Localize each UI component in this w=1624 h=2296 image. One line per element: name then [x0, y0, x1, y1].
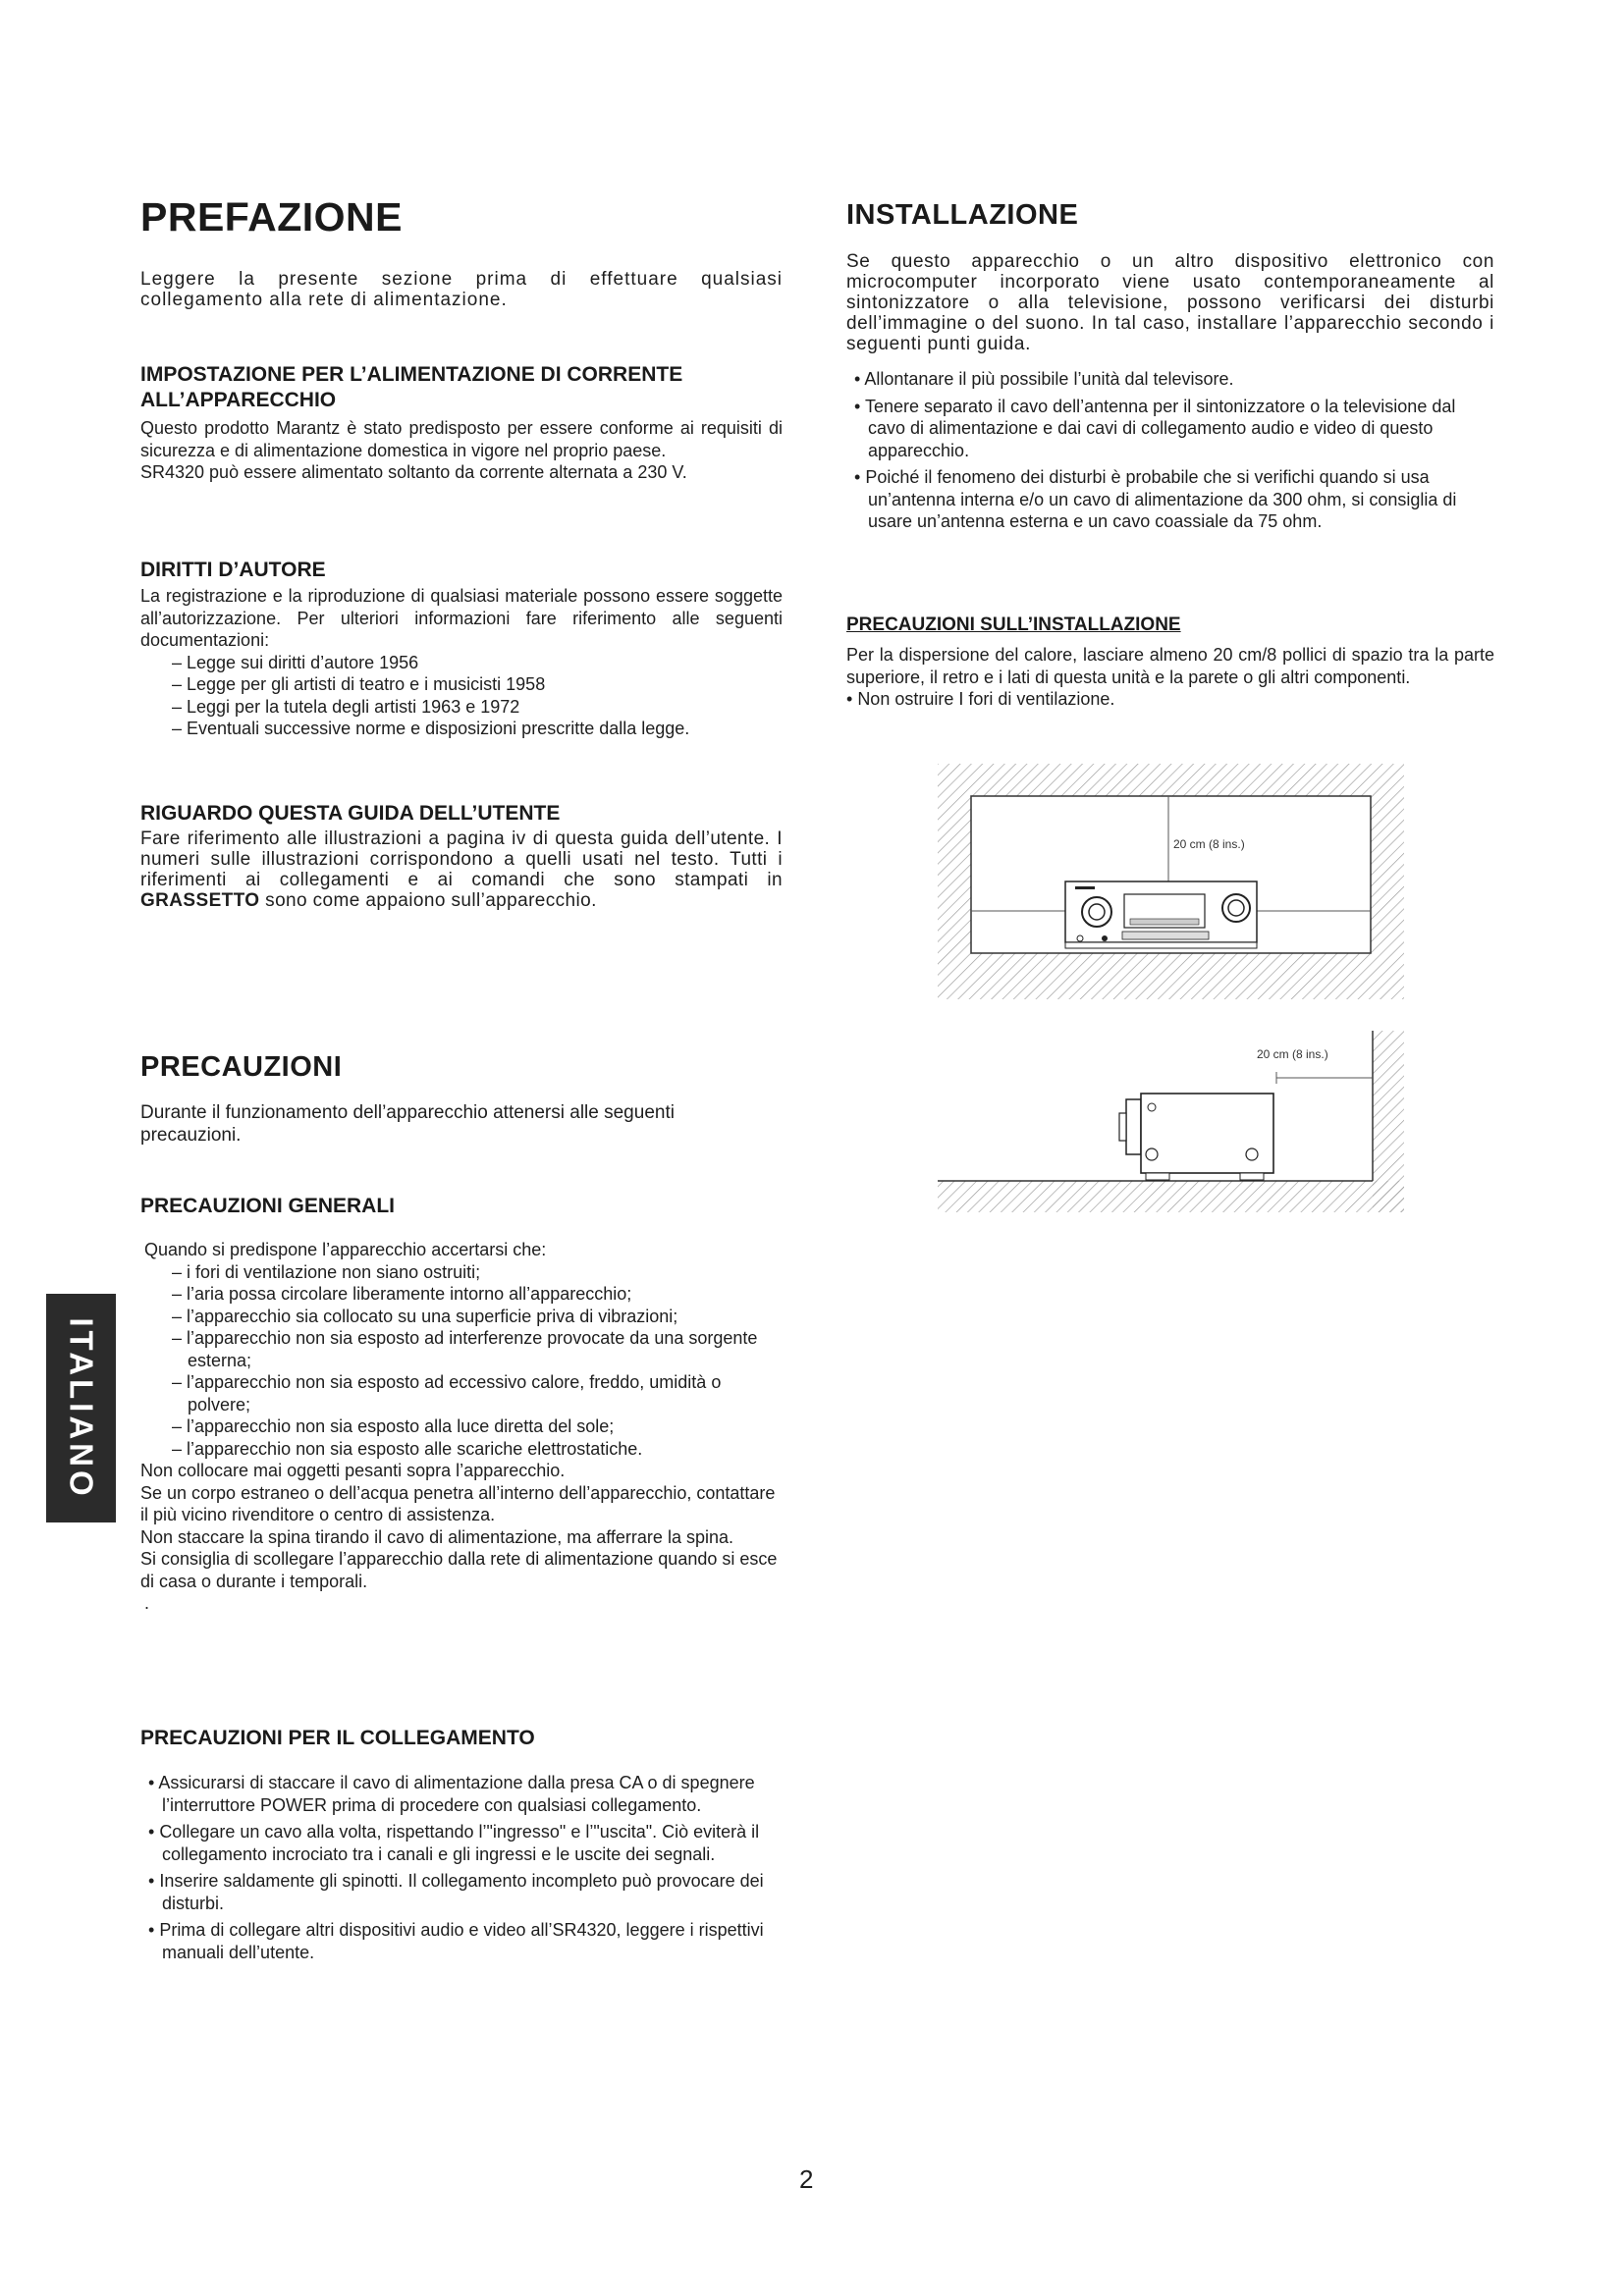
general-item: – l’aria possa circolare liberamente intorno all’apparecchio; [140, 1283, 783, 1306]
clearance-label-top: 20 cm (8 ins.) [1173, 837, 1245, 851]
placement-text-body: Per la dispersione del calore, lasciare almeno 20 cm/8 pollici di spazio tra la parte superiore, il retro e i lati di questa unità e la parete o gli altri componenti. [846, 645, 1494, 687]
power-text [140, 417, 783, 484]
power-text-2: SR4320 può essere alimentato soltanto da corrente alternata a 230 V. [140, 462, 687, 482]
copyright-text [140, 585, 783, 740]
clearance-label-side: 20 cm (8 ins.) [1257, 1047, 1328, 1061]
connection-item: • Assicurarsi di staccare il cavo di alimentazione dalla presa CA o di spegnere l’interruttore POWER prima di procedere con qualsiasi collegamento. [140, 1772, 783, 1816]
connection-text [140, 1767, 783, 1963]
guide-text-bold: GRASSETTO [140, 890, 260, 911]
copyright-intro: La registrazione e la riproduzione di qualsiasi materiale possono essere soggette all’autorizzazione. Per ulteriori informazioni fare riferimento alle seguenti documentazioni: [140, 586, 783, 650]
general-heading: PRECAUZIONI GENERALI [140, 1195, 396, 1217]
power-heading [140, 362, 808, 413]
installazione-item: • Tenere separato il cavo dell’antenna per il sintonizzatore o la televisione dal cavo di alimentazione e dai cavi di collegamento audio e video di questo apparecchio. [846, 396, 1494, 462]
installazione-item: • Allontanare il più possibile l’unità dal televisore. [846, 368, 1494, 391]
power-heading-line2: ALL’APPARECCHIO [140, 389, 337, 411]
placement-bullet: • Non ostruire I fori di ventilazione. [846, 689, 1115, 709]
copyright-item: – Eventuali successive norme e disposizioni prescritte dalla legge. [140, 718, 783, 740]
general-dot: . [144, 1593, 150, 1613]
prefazione-title: PREFAZIONE [140, 194, 403, 240]
general-text [140, 1239, 783, 1615]
receiver-side-icon [1119, 1094, 1273, 1180]
power-text-1: Questo prodotto Marantz è stato predisposto per essere conforme ai requisiti di sicurezza e di alimentazione domestica in vigore nel proprio paese. [140, 418, 783, 460]
page-number: 2 [799, 2164, 814, 2194]
general-item: – l’apparecchio non sia esposto ad interferenze provocate da una sorgente esterna; [140, 1327, 783, 1371]
connection-item: • Inserire saldamente gli spinotti. Il collegamento incompleto può provocare dei disturbi. [140, 1870, 783, 1914]
receiver-front-icon [1065, 881, 1257, 948]
clearance-diagram-side [938, 1031, 1404, 1212]
copyright-item: – Legge sui diritti d’autore 1956 [140, 652, 783, 674]
connection-item: • Prima di collegare altri dispositivi audio e video all’SR4320, leggere i rispettivi manuali dell’utente. [140, 1919, 783, 1963]
general-line: Non staccare la spina tirando il cavo di alimentazione, ma afferrare la spina. [140, 1526, 733, 1547]
guide-heading: RIGUARDO QUESTA GUIDA DELL’UTENTE [140, 802, 561, 825]
general-item: – l’apparecchio non sia esposto alla luce diretta del sole; [140, 1415, 783, 1438]
language-tab-label: ITALIANO [63, 1316, 100, 1500]
general-item: – i fori di ventilazione non siano ostruiti; [140, 1261, 783, 1284]
clearance-diagram-top [938, 764, 1404, 999]
power-heading-line1: IMPOSTAZIONE PER L’ALIMENTAZIONE DI CORRENTE [140, 363, 683, 386]
placement-text [846, 644, 1494, 711]
floor-hatch [938, 1181, 1404, 1212]
precauzioni-intro: Durante il funzionamento dell’apparecchio attenersi alle seguenti precauzioni. [140, 1102, 675, 1146]
general-line: Si consiglia di scollegare l’apparecchio dalla rete di alimentazione quando si esce di casa o durante i temporali. [140, 1549, 778, 1591]
general-lead: Quando si predispone l’apparecchio accertarsi che: [144, 1240, 547, 1259]
guide-text [140, 828, 783, 911]
general-line: Se un corpo estraneo o dell’acqua penetra all’interno dell’apparecchio, contattare il più vicino rivenditore o centro di assistenza. [140, 1482, 776, 1524]
placement-bullet-text: Non ostruire I fori di ventilazione. [857, 689, 1115, 709]
general-item: – l’apparecchio non sia esposto alle scariche elettrostatiche. [140, 1438, 783, 1461]
installazione-title: INSTALLAZIONE [846, 199, 1079, 231]
general-line: Non collocare mai oggetti pesanti sopra l’apparecchio. [140, 1461, 566, 1480]
installazione-item: • Poiché il fenomeno dei disturbi è probabile che si verifichi quando si usa un’antenna interna e/o un cavo di alimentazione da 300 ohm, si consiglia di usare un’antenna esterna e un cavo coassiale da 75 ohm. [846, 466, 1494, 533]
connection-item: • Collegare un cavo alla volta, rispettando l’"ingresso" e l’"uscita". Ciò eviterà il collegamento incrociato tra i canali e gli ingressi e le uscite dei segnali. [140, 1821, 783, 1865]
prefazione-intro: Leggere la presente sezione prima di effettuare qualsiasi collegamento alla rete di alimentazione. [140, 269, 783, 310]
copyright-item: – Leggi per la tutela degli artisti 1963 e 1972 [140, 696, 783, 719]
placement-heading: PRECAUZIONI SULL’INSTALLAZIONE [846, 614, 1181, 635]
installazione-list [846, 368, 1494, 533]
general-item: – l’apparecchio sia collocato su una superficie priva di vibrazioni; [140, 1306, 783, 1328]
general-item: – l’apparecchio non sia esposto ad eccessivo calore, freddo, umidità o polvere; [140, 1371, 783, 1415]
connection-heading: PRECAUZIONI PER IL COLLEGAMENTO [140, 1727, 535, 1749]
precauzioni-title: PRECAUZIONI [140, 1051, 343, 1083]
guide-text-before: Fare riferimento alle illustrazioni a pagina iv di questa guida dell’utente. I numeri sulle illustrazioni corrispondono a quelli usati nel testo. Tutti i riferimenti ai collegamenti e ai comandi che sono stampati in [140, 828, 783, 890]
guide-text-after: sono come appaiono sull’apparecchio. [259, 890, 597, 911]
language-tab [46, 1294, 116, 1522]
installazione-intro: Se questo apparecchio o un altro dispositivo elettronico con microcomputer incorporato viene usato contemporaneamente al sintonizzatore o alla televisione, possono verificarsi dei disturbi dell’immagine o del suono. In tal caso, installare l’apparecchio secondo i seguenti punti guida. [846, 251, 1494, 354]
copyright-heading: DIRITTI D’AUTORE [140, 559, 326, 581]
copyright-item: – Legge per gli artisti di teatro e i musicisti 1958 [140, 673, 783, 696]
